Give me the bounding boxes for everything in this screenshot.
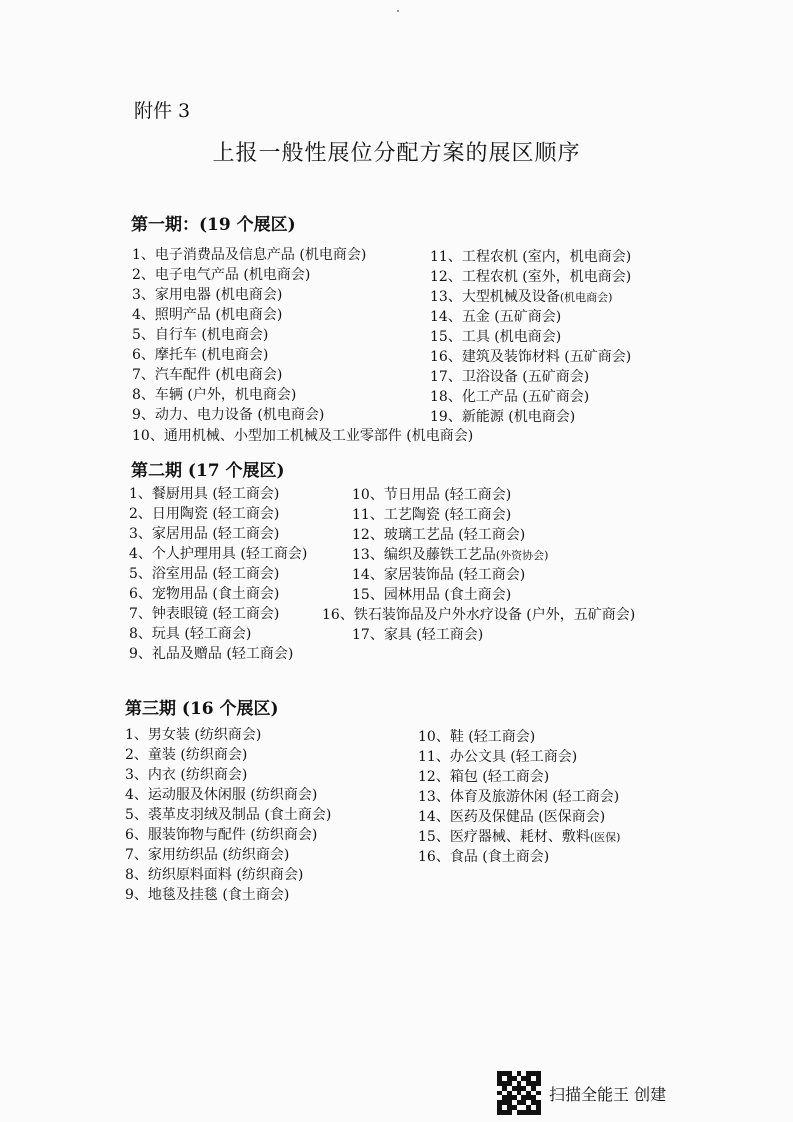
scanner-watermark (497, 1071, 666, 1115)
list-item: 5、自行车 (机电商会) (132, 327, 269, 343)
list-item: 17、卫浴设备 (五矿商会) (430, 369, 590, 385)
list-item: 6、服装饰物与配件 (纺织商会) (125, 827, 318, 843)
list-item (418, 827, 620, 847)
list-item: 13、体育及旅游休闲 (轻工商会) (418, 789, 620, 805)
list-item: 6、摩托车 (机电商会) (132, 347, 269, 363)
list-item: 2、日用陶瓷 (轻工商会) (129, 506, 280, 522)
list-item: 11、工程农机 (室内，机电商会) (430, 249, 632, 265)
item-text: 15、医疗器械、耗材、敷料 (418, 829, 590, 845)
period2-heading: 第二期 (17 个展区) (131, 461, 285, 481)
list-item-wide: 16、铁石装饰品及户外水疗设备 (户外，五矿商会) (322, 607, 636, 623)
list-item: 3、家居用品 (轻工商会) (129, 526, 280, 542)
list-item: 7、汽车配件 (机电商会) (132, 367, 283, 383)
list-item: 1、电子消费品及信息产品 (机电商会) (132, 247, 367, 263)
qr-code-icon (497, 1071, 541, 1115)
list-item: 17、家具 (轻工商会) (352, 627, 484, 643)
period3-heading: 第三期 (16 个展区) (125, 699, 279, 719)
list-item: 14、五金 (五矿商会) (430, 309, 562, 325)
list-item: 1、餐厨用具 (轻工商会) (129, 486, 280, 502)
list-item: 4、个人护理用具 (轻工商会) (129, 546, 308, 562)
list-item: 18、化工产品 (五矿商会) (430, 389, 590, 405)
list-item: 9、动力、电力设备 (机电商会) (132, 407, 325, 423)
list-item: 3、家用电器 (机电商会) (132, 287, 283, 303)
attachment-label: 附件 3 (134, 100, 191, 122)
list-item: 10、节日用品 (轻工商会) (352, 487, 512, 503)
list-item: 10、鞋 (轻工商会) (418, 729, 536, 745)
list-item: 14、家居装饰品 (轻工商会) (352, 567, 526, 583)
list-item: 11、工艺陶瓷 (轻工商会) (352, 507, 512, 523)
list-item: 4、运动服及休闲服 (纺织商会) (125, 787, 318, 803)
list-item: 1、男女装 (纺织商会) (125, 727, 262, 743)
list-item: 5、裘革皮羽绒及制品 (食土商会) (125, 807, 332, 823)
list-item: 16、食品 (食土商会) (418, 849, 550, 865)
item-text: 13、编织及藤铁工艺品 (352, 547, 496, 563)
period3-right-list (418, 727, 620, 867)
list-item: 6、宠物用品 (食土商会) (129, 586, 280, 602)
list-item: 4、照明产品 (机电商会) (132, 307, 283, 323)
list-item: 2、电子电气产品 (机电商会) (132, 267, 311, 283)
list-item (430, 287, 631, 307)
list-item: 2、童装 (纺织商会) (125, 747, 248, 763)
period1-left-list (132, 245, 366, 425)
list-item: 9、礼品及赠品 (轻工商会) (129, 646, 294, 662)
scan-dot (397, 10, 399, 12)
list-item: 8、车辆 (户外，机电商会) (132, 387, 297, 403)
item-org: (医保) (589, 831, 621, 844)
list-item: 19、新能源 (机电商会) (430, 409, 576, 425)
list-item: 15、工具 (机电商会) (430, 329, 562, 345)
list-item: 7、钟表眼镜 (轻工商会) (129, 606, 280, 622)
period3-left-list (125, 725, 331, 905)
period1-right-list (430, 247, 631, 427)
page-title: 上报一般性展位分配方案的展区顺序 (212, 141, 581, 166)
list-item: 11、办公文具 (轻工商会) (418, 749, 578, 765)
list-item: 12、玻璃工艺品 (轻工商会) (352, 527, 526, 543)
list-item: 9、地毯及挂毯 (食土商会) (125, 887, 290, 903)
watermark-text: 扫描全能王 创建 (549, 1084, 667, 1104)
list-item: 12、箱包 (轻工商会) (418, 769, 550, 785)
list-item (352, 545, 548, 565)
list-item: 14、医药及保健品 (医保商会) (418, 809, 606, 825)
list-item: 8、纺织原料面料 (纺织商会) (125, 867, 304, 883)
period2-right-list (352, 485, 548, 605)
item-org: (机电商会) (559, 291, 613, 304)
period2-left-list (129, 484, 307, 664)
list-item: 7、家用纺织品 (纺织商会) (125, 847, 290, 863)
list-item: 15、园林用品 (食土商会) (352, 587, 512, 603)
list-item-wide: 10、通用机械、小型加工机械及工业零部件 (机电商会) (132, 428, 474, 444)
item-org: (外资协会) (495, 549, 549, 562)
list-item: 12、工程农机 (室外，机电商会) (430, 269, 632, 285)
list-item: 8、玩具 (轻工商会) (129, 626, 252, 642)
list-item: 5、浴室用品 (轻工商会) (129, 566, 280, 582)
list-item: 16、建筑及装饰材料 (五矿商会) (430, 349, 632, 365)
list-item: 3、内衣 (纺织商会) (125, 767, 248, 783)
period1-heading: 第一期：(19 个展区) (131, 215, 296, 235)
item-text: 13、大型机械及设备 (430, 289, 560, 305)
